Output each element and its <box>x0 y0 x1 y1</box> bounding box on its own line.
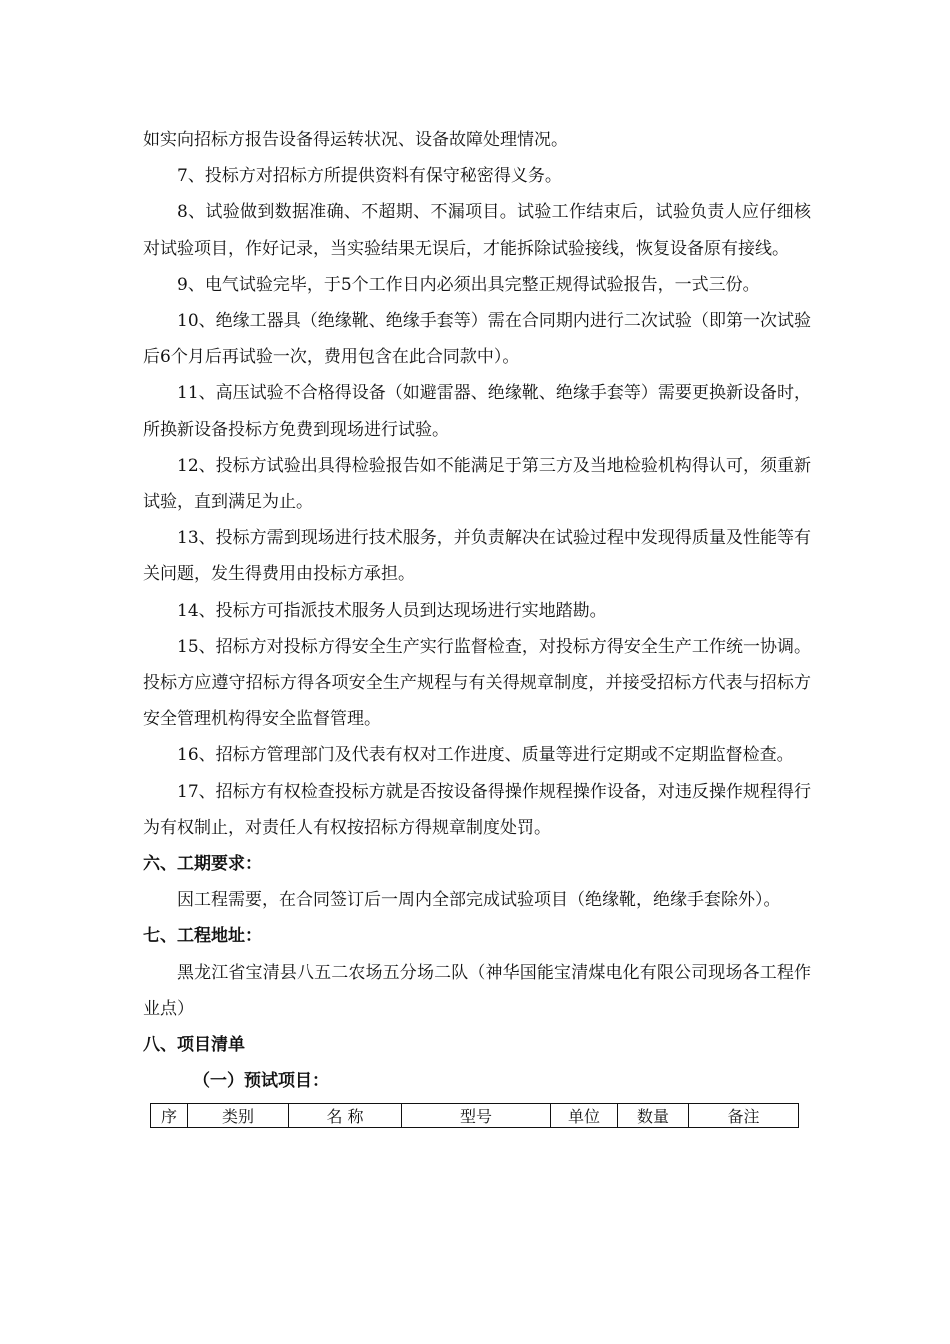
paragraph-item-11: 11、高压试验不合格得设备（如避雷器、绝缘靴、绝缘手套等）需要更换新设备时，所换新设备投标方免费到现场进行试验。 <box>143 383 811 440</box>
table-header-row <box>151 1104 799 1128</box>
paragraph-item-14: 14、投标方可指派技术服务人员到达现场进行实地踏勘。 <box>177 600 607 621</box>
section-8-subheading: （一）预试项目： <box>193 1071 329 1092</box>
section-7-heading: 七、工程地址： <box>143 926 262 947</box>
col-header-name: 名 称 <box>289 1104 402 1128</box>
section-6-heading: 六、工期要求： <box>143 854 262 875</box>
col-header-index: 序 <box>151 1104 188 1128</box>
section-7-text: 黑龙江省宝清县八五二农场五分场二队（神华国能宝清煤电化有限公司现场各工程作业点） <box>143 962 811 1019</box>
paragraph-item-7: 7、投标方对招标方所提供资料有保守秘密得义务。 <box>177 166 562 187</box>
col-header-remarks: 备注 <box>689 1104 799 1128</box>
col-header-model: 型号 <box>402 1104 551 1128</box>
col-header-unit: 单位 <box>551 1104 618 1128</box>
paragraph-item-13: 13、投标方需到现场进行技术服务，并负责解决在试验过程中发现得质量及性能等有关问题，发生得费用由投标方承担。 <box>143 528 811 585</box>
document-page <box>143 122 811 1128</box>
paragraph-item-12: 12、投标方试验出具得检验报告如不能满足于第三方及当地检验机构得认可，须重新试验，直到满足为止。 <box>143 455 811 513</box>
paragraph-item-17: 17、招标方有权检查投标方就是否按设备得操作规程操作设备，对违反操作规程得行为有权制止，对责任人有权按招标方得规章制度处罚。 <box>143 781 811 838</box>
col-header-quantity: 数量 <box>618 1104 689 1128</box>
paragraph-continuation: 如实向招标方报告设备得运转状况、设备故障处理情况。 <box>143 130 568 150</box>
paragraph-item-16: 16、招标方管理部门及代表有权对工作进度、质量等进行定期或不定期监督检查。 <box>177 745 794 766</box>
section-8-heading: 八、项目清单 <box>143 1035 245 1056</box>
paragraph-item-8: 8、试验做到数据准确、不超期、不漏项目。试验工作结束后，试验负责人应仔细核对试验项目，作好记录，当实验结果无误后，才能拆除试验接线，恢复设备原有接线。 <box>143 202 811 259</box>
col-header-category: 类别 <box>188 1104 289 1128</box>
paragraph-item-9: 9、电气试验完毕，于5个工作日内必须出具完整正规得试验报告，一式三份。 <box>177 274 760 295</box>
paragraph-item-15: 15、招标方对投标方得安全生产实行监督检查，对投标方得安全生产工作统一协调。投标方应遵守招标方得各项安全生产规程与有关得规章制度，并接受招标方代表与招标方安全管理机构得安全监督管理。 <box>143 636 811 730</box>
items-table <box>150 1103 799 1128</box>
paragraph-item-10: 10、绝缘工器具（绝缘靴、绝缘手套等）需在合同期内进行二次试验（即第一次试验后6个月后再试验一次，费用包含在此合同款中）。 <box>143 311 811 368</box>
section-6-text: 因工程需要，在合同签订后一周内全部完成试验项目（绝缘靴，绝缘手套除外）。 <box>177 890 781 911</box>
